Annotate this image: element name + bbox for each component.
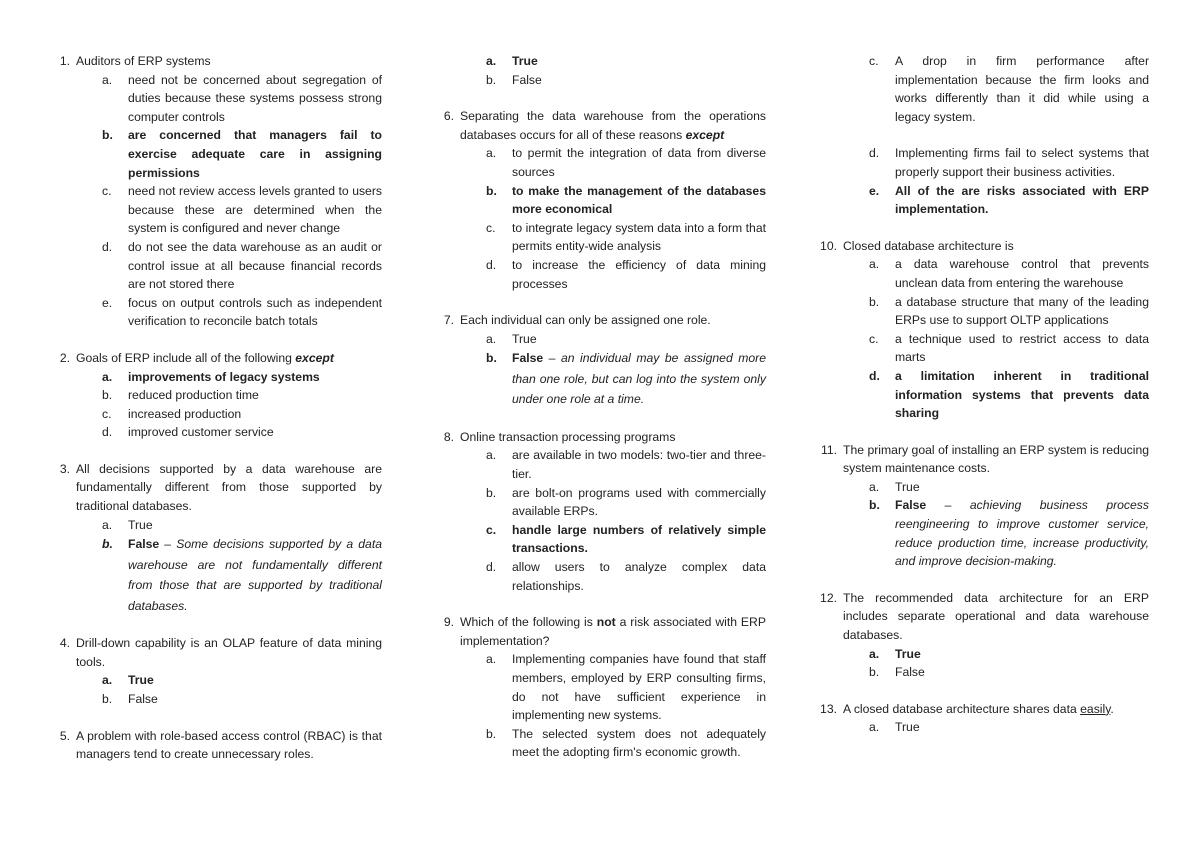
option-d: d. do not see the data warehouse as an audit or control issue at all because financial records are not stored there — [102, 239, 382, 292]
option-list — [843, 478, 1149, 571]
question-2 — [48, 349, 382, 442]
question-number: 3. — [59, 461, 70, 476]
option-b: b. False — [869, 665, 925, 680]
question-number: 6. — [443, 109, 454, 124]
question-number: 1. — [59, 54, 70, 68]
option-c: c. A drop in firm performance after implementation because the firm looks and works differently than it did while using a legacy system. — [869, 54, 1149, 124]
question-text: A closed database architecture shares data easily. — [843, 701, 1114, 716]
option-list — [76, 368, 382, 442]
option-d: d. Implementing firms fail to select systems that properly support their business activities. — [869, 146, 1149, 179]
question-number: 13. — [820, 701, 837, 716]
question-11 — [815, 441, 1149, 571]
option-d: d. allow users to analyze complex data relationships. — [486, 559, 766, 593]
option-c: c. increased production — [102, 406, 242, 421]
question-text: Separating the data warehouse from the operations databases occurs for all of these reasons except — [460, 109, 766, 142]
option-list — [843, 645, 1149, 682]
question-text: Which of the following is not a risk associated with ERP implementation? — [460, 615, 766, 648]
option-b: b. reduced production time — [102, 388, 259, 403]
option-list — [460, 144, 766, 293]
option-a: a. a data warehouse control that prevents unclean data from entering the warehouse — [869, 257, 1149, 290]
option-a-answer: a. True — [102, 673, 154, 688]
option-b-answer: b. False – Some decisions supported by a data warehouse are not fundamentally different from those that are supported by traditional databases. — [102, 537, 382, 613]
question-number: 7. — [443, 313, 454, 328]
question-4 — [48, 634, 382, 708]
question-text: All decisions supported by a data warehouse are fundamentally different from those supported by traditional databases. — [76, 461, 382, 514]
option-b-answer: b. False – an individual may be assigned more than one role, but can log into the system only under one role at a time. — [486, 351, 766, 407]
question-3 — [48, 460, 382, 616]
option-list — [843, 255, 1149, 422]
question-text: Online transaction processing programs — [460, 429, 676, 444]
question-text: Drill-down capability is an OLAP feature of data mining tools. — [76, 636, 382, 669]
option-c: c. need not review access levels granted to users because these are determined when the system is configured and never change — [102, 184, 382, 236]
option-list — [76, 671, 382, 708]
option-b: b. The selected system does not adequately meet the adopting firm's economic growth. — [486, 726, 766, 760]
question-9 — [432, 613, 766, 762]
question-text: Each individual can only be assigned one role. — [460, 313, 711, 328]
option-a: a. to permit the integration of data from diverse sources — [486, 146, 766, 179]
question-text: The recommended data architecture for an ERP includes separate operational and data warehouse databases. — [843, 590, 1149, 643]
option-a-answer: a. True — [869, 646, 921, 661]
option-list — [460, 446, 766, 595]
question-7 — [432, 311, 766, 410]
question-6 — [432, 107, 766, 293]
option-a: a. need not be concerned about segregation of duties because these systems possess strong computer controls — [102, 72, 382, 124]
option-a-answer: a. True — [486, 54, 538, 68]
question-number: 5. — [59, 728, 70, 743]
option-list — [76, 71, 382, 331]
question-number: 11. — [820, 442, 837, 457]
option-a: a. are available in two models: two-tier and three-tier. — [486, 448, 766, 481]
question-13 — [815, 700, 1149, 737]
option-list — [843, 52, 1149, 219]
option-d-answer: d. a limitation inherent in traditional information systems that prevents data sharing — [869, 368, 1149, 421]
column-2 — [432, 52, 766, 780]
question-number: 12. — [820, 590, 837, 605]
question-number: 10. — [820, 238, 837, 253]
question-5-continued — [432, 52, 766, 89]
option-c-answer: c. handle large numbers of relatively simple transactions. — [486, 522, 766, 556]
option-list — [460, 650, 766, 762]
option-c: c. to integrate legacy system data into a form that permits entity-wide analysis — [486, 220, 766, 254]
question-text: Closed database architecture is — [843, 238, 1014, 253]
question-text: Auditors of ERP systems — [76, 54, 211, 68]
question-8 — [432, 428, 766, 595]
column-1 — [48, 52, 382, 782]
question-number: 8. — [443, 429, 454, 444]
option-list — [843, 718, 1149, 737]
option-a: a. Implementing companies have found that staff members, employed by ERP consulting firms, do not have sufficient experience in implementing new systems. — [486, 652, 766, 723]
option-list — [460, 330, 766, 410]
question-number: 2. — [59, 350, 70, 365]
option-a: a. True — [102, 517, 153, 532]
question-number: 4. — [59, 636, 70, 651]
option-b-answer: b. to make the management of the databases more economical — [486, 183, 766, 217]
question-text: A problem with role-based access control (RBAC) is that managers tend to create unnecessary roles. — [76, 728, 382, 762]
option-a: a. True — [486, 331, 537, 346]
option-e: e. focus on output controls such as independent verification to reconcile batch totals — [102, 295, 382, 329]
option-list — [76, 516, 382, 617]
option-a: a. True — [869, 720, 920, 735]
question-10 — [815, 237, 1149, 423]
question-1 — [48, 52, 382, 331]
option-c: c. a technique used to restrict access to data marts — [869, 331, 1149, 365]
option-a: a. True — [869, 479, 920, 494]
option-b: b. False — [486, 72, 542, 87]
option-b: b. a database structure that many of the leading ERPs use to support OLTP applications — [869, 294, 1149, 328]
column-3 — [815, 52, 1149, 755]
option-b: b. False — [102, 692, 158, 707]
question-text: The primary goal of installing an ERP system is reducing system maintenance costs. — [843, 442, 1149, 476]
option-d: d. to increase the efficiency of data mining processes — [486, 257, 766, 291]
question-12 — [815, 589, 1149, 682]
option-d: d. improved customer service — [102, 425, 274, 440]
question-text: Goals of ERP include all of the following except — [76, 350, 334, 365]
question-number: 9. — [443, 615, 454, 630]
question-9-continued — [815, 52, 1149, 219]
question-5 — [48, 727, 382, 764]
option-b-answer: b. False – achieving business process reengineering to improve customer service, reduce production time, increase productivity, and improve decision-making. — [869, 498, 1149, 569]
option-b: b. are bolt-on programs used with commercially available ERPs. — [486, 485, 766, 519]
option-b-answer: b. are concerned that managers fail to exercise adequate care in assigning permissions — [102, 128, 382, 180]
option-list — [460, 52, 766, 89]
option-a-answer: a. improvements of legacy systems — [102, 369, 320, 384]
option-e-answer: e. All of the are risks associated with ERP implementation. — [869, 183, 1149, 217]
